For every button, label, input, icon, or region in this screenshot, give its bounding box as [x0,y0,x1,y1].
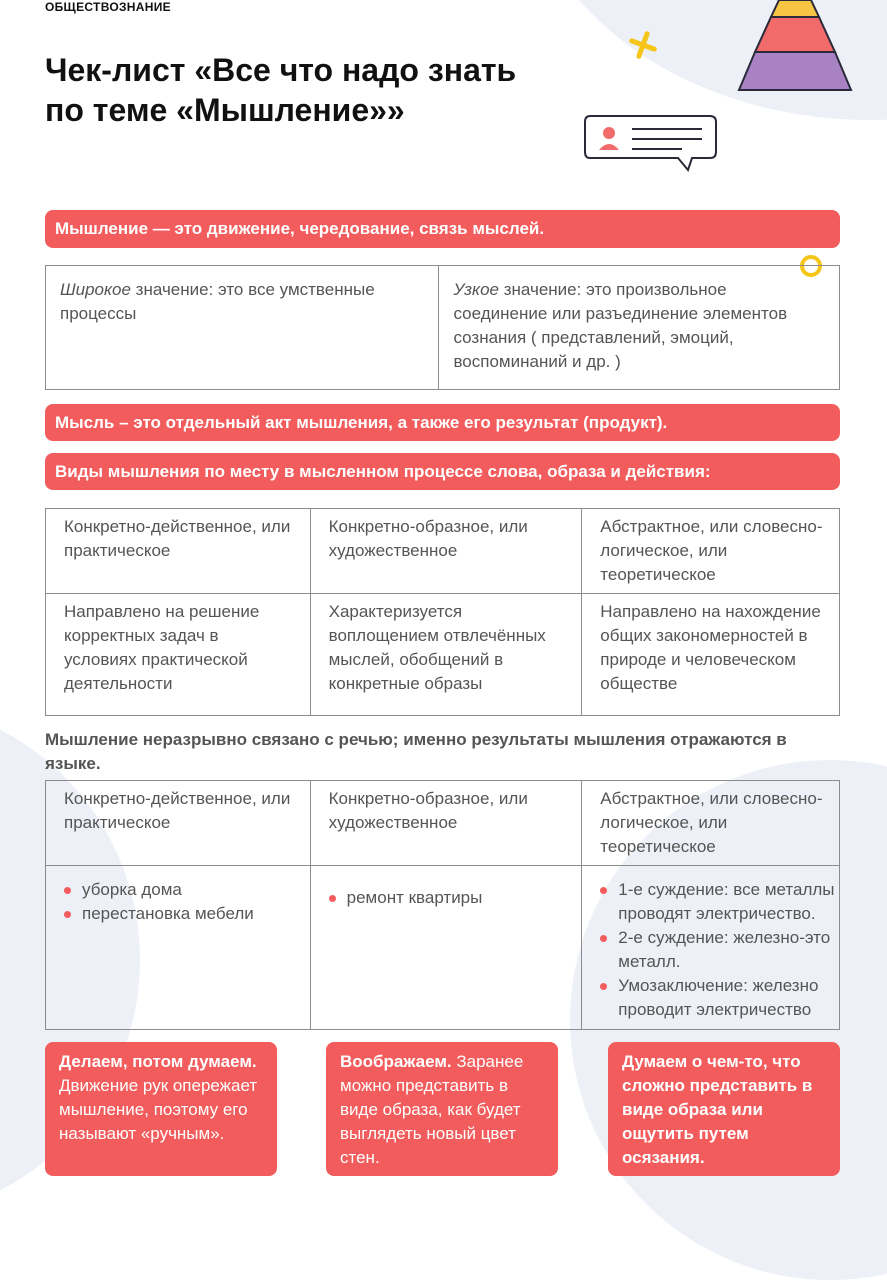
pyramid-icon [735,0,855,92]
narrow-text: значение: это произвольное соединение или разъединение элементов сознания ( представлений, эмоций, воспоминаний и др. ) [453,280,788,371]
title-line-1: Чек-лист «Все что надо знать [45,52,517,88]
types-banner [45,453,840,490]
wide-text: значение: это все умственные процессы [60,280,375,323]
examples-practical-cell [46,866,311,1030]
abstract-card-title: Думаем о чем-то, что сложно представить в виде образа или ощутить путем осязания. [622,1052,813,1167]
definition-text: Мышление — это движение, чередование, связь мыслей. [55,219,545,238]
wide-meaning-cell [46,266,439,390]
speech-note: Мышление неразрывно связано с речью; именно результаты мышления отражаются в языке. [45,730,787,773]
list-item: 2-е суждение: железно-это металл. [600,926,839,974]
imaginative-card-text: Заранее можно представить в виде образа, как будет выглядеть новый цвет стен. [340,1052,524,1167]
definition-banner [45,210,840,248]
thought-text: Мысль – это отдельный акт мышления, а также его результат (продукт). [55,412,668,432]
narrow-meaning-cell [439,266,840,390]
types-table [45,508,840,716]
subject-label: ОБЩЕСТВОЗНАНИЕ [45,0,171,14]
imaginative-card [326,1042,558,1176]
chat-bubble-icon [582,112,722,176]
example-header-cell: Абстрактное, или словесно-логическое, или теоретическое [582,781,840,866]
meanings-table [45,265,840,390]
list-item: уборка дома [64,878,296,902]
examples-table [45,780,840,1030]
list-item: перестановка мебели [64,902,296,926]
sparkle-cross-icon [628,30,658,60]
examples-artistic-cell [310,866,582,1030]
type-description-cell: Характеризуется воплощением отвлечённых мыслей, обобщений в конкретные образы [310,594,582,716]
type-header-cell: Конкретно-образное, или художественное [310,509,582,594]
narrow-label: Узкое [453,280,499,299]
example-header-cell: Конкретно-действенное, или практическое [46,781,311,866]
practical-card-text: Движение рук опережает мышление, поэтому его называют «ручным». [59,1076,258,1143]
examples-abstract-cell [582,866,840,1030]
practical-card [45,1042,277,1176]
abstract-card [608,1042,840,1176]
practical-card-title: Делаем, потом думаем. [59,1052,257,1071]
type-header-cell: Абстрактное, или словесно-логическое, или теоретическое [582,509,840,594]
list-item: 1-е суждение: все металлы проводят электричество. [600,878,839,926]
type-header-cell: Конкретно-действенное, или практическое [46,509,311,594]
list-item: ремонт квартиры [329,886,568,910]
type-description-cell: Направлено на решение корректных задач в условиях практической деятельности [46,594,311,716]
list-item: Умозаключение: железно проводит электричество [600,974,839,1022]
page-title [45,50,605,130]
example-header-cell: Конкретно-образное, или художественное [310,781,582,866]
thought-banner [45,404,840,441]
wide-label: Широкое [60,280,131,299]
type-description-cell: Направлено на нахождение общих закономерностей в природе и человеческом обществе [582,594,840,716]
title-line-2: по теме «Мышление»» [45,92,405,128]
imaginative-card-title: Воображаем. [340,1052,452,1071]
types-text: Виды мышления по месту в мысленном процессе слова, образа и действия: [55,461,711,481]
